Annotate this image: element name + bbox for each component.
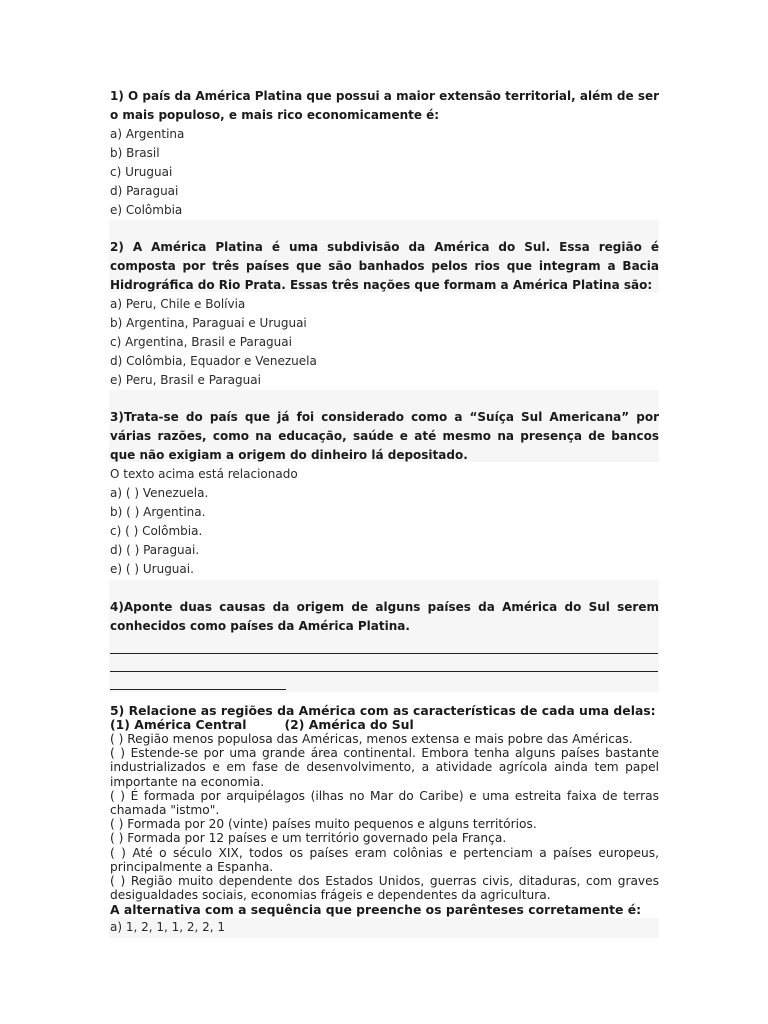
option: c) Argentina, Brasil e Paraguai — [110, 335, 292, 349]
question-3 — [109, 408, 659, 579]
option: b) Argentina, Paraguai e Uruguai — [110, 316, 307, 330]
question-2 — [109, 238, 659, 390]
question-5 — [109, 703, 659, 918]
matching-item: ( ) Formada por 12 países e um território governado pela França. — [110, 831, 507, 846]
option: c) ( ) Colômbia. — [110, 524, 203, 538]
region-key — [110, 718, 659, 732]
answer-line[interactable] — [110, 672, 286, 690]
option: e) Peru, Brasil e Paraguai — [110, 373, 261, 387]
matching-item: ( ) É formada por arquipélagos (ilhas no Mar do Caribe) e uma estreita faixa de terras chamada "istmo". — [110, 788, 659, 818]
answer-option: a) 1, 2, 1, 1, 2, 2, 1 — [110, 920, 226, 934]
matching-item: ( ) Formada por 20 (vinte) países muito pequenos e alguns territórios. — [110, 817, 537, 832]
option: d) ( ) Paraguai. — [110, 543, 200, 557]
option: c) Uruguai — [110, 165, 173, 179]
option: a) Argentina — [110, 127, 185, 141]
option: e) ( ) Uruguai. — [110, 562, 194, 576]
region-key-south: (2) América do Sul — [284, 717, 414, 732]
option: d) Paraguai — [110, 184, 179, 198]
option: a) ( ) Venezuela. — [110, 486, 209, 500]
option: d) Colômbia, Equador e Venezuela — [110, 354, 317, 368]
question-2-text: 2) A América Platina é uma subdivisão da América do Sul. Essa região é composta por três países que são banhados pelos rios que integram a Bacia Hidrográfica do Rio Prata. Essas três nações que formam a América Platina são: — [110, 240, 659, 292]
question-1 — [109, 87, 659, 220]
answer-line[interactable] — [110, 636, 658, 654]
matching-item: ( ) Região menos populosa das Américas, menos extensa e mais pobre das Américas. — [110, 732, 633, 746]
matching-item: ( ) Região muito dependente dos Estados Unidos, guerras civis, ditaduras, com graves desigualdades sociais, economias frágeis e dependentes da agricultura. — [110, 874, 659, 903]
question-1-text: 1) O país da América Platina que possui a maior extensão territorial, além de ser o mais populoso, e mais rico economicamente é: — [110, 89, 660, 122]
question-5-prompt: A alternativa com a sequência que preenche os parênteses corretamente é: — [110, 902, 642, 918]
option: b) Brasil — [110, 146, 160, 160]
question-3-intro: O texto acima está relacionado — [110, 467, 298, 481]
question-4 — [109, 598, 659, 690]
matching-item: ( ) Estende-se por uma grande área continental. Embora tenha alguns países bastante industrializados e em fase de desenvolvimento, a atividade agrícola ainda tem papel importante na economia. — [110, 746, 659, 789]
option: a) Peru, Chile e Bolívia — [110, 297, 246, 311]
region-key-central: (1) América Central — [110, 717, 247, 732]
question-5-answer — [109, 918, 659, 937]
matching-item: ( ) Até o século XIX, todos os países eram colônias e pertenciam a países europeus, principalmente a Espanha. — [110, 845, 659, 874]
option: b) ( ) Argentina. — [110, 505, 206, 519]
question-5-text: 5) Relacione as regiões da América com as características de cada uma delas: — [110, 703, 656, 718]
question-4-text: 4)Aponte duas causas da origem de alguns países da América do Sul serem conhecidos como países da América Platina. — [110, 600, 659, 633]
question-3-text: 3)Trata-se do país que já foi considerado como a “Suíça Sul Americana” por várias razões, como na educação, saúde e até mesmo na presença de bancos que não exigiam a origem do dinheiro lá depositado. — [110, 410, 659, 462]
answer-line[interactable] — [110, 654, 658, 672]
option: e) Colômbia — [110, 203, 183, 217]
